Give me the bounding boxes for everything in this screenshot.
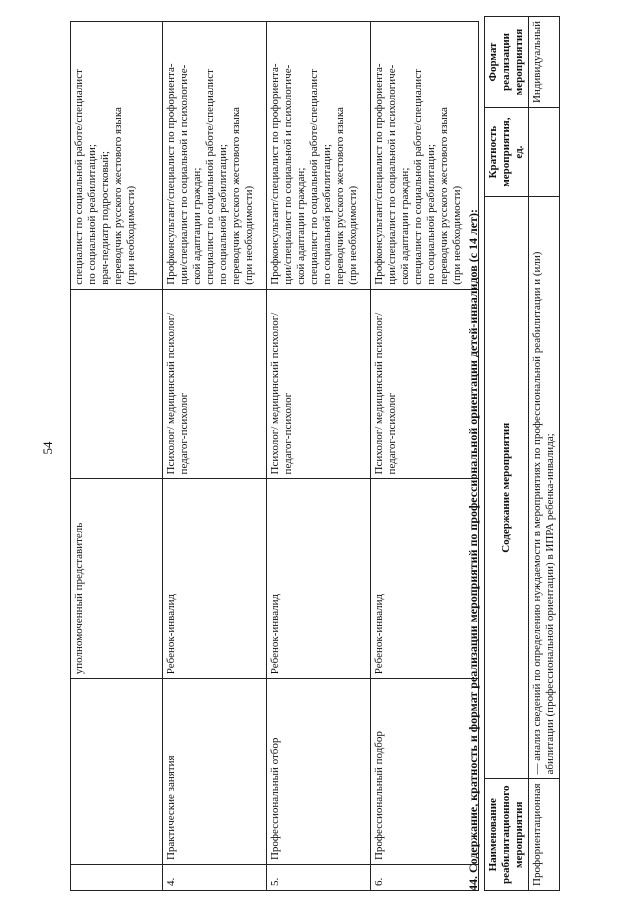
specialist-line: по социальной реабилитации; xyxy=(86,144,98,285)
specialist-line: ской адаптации граждан; xyxy=(295,167,307,285)
row-stage: Профессиональный отбор xyxy=(267,679,371,865)
specialist-line: (при необходимости) xyxy=(125,185,137,285)
specialist-line: (при необходимости) xyxy=(451,185,463,285)
row-number xyxy=(71,865,163,891)
table-row xyxy=(371,22,479,891)
header-content: Содержание мероприятия xyxy=(485,197,529,779)
row-executor: Психолог/ медицинский психолог/педагог-психолог xyxy=(371,289,479,479)
row-specialists xyxy=(267,22,371,290)
row-participant: уполномоченный представитель xyxy=(71,479,163,679)
row-specialists xyxy=(371,22,479,290)
specialist-line: специалист по социальной работе/специалист xyxy=(73,69,85,285)
header-name: Наименование реабилитационного мероприятия xyxy=(485,779,529,891)
specialist-line: специалист по социальной работе/специалист xyxy=(308,69,320,285)
row-participant: Ребенок-инвалид xyxy=(163,479,267,679)
specialist-line: ской адаптации граждан; xyxy=(399,167,411,285)
row-executor xyxy=(71,289,163,479)
row-specialists xyxy=(71,22,163,290)
row-frequency xyxy=(529,108,560,197)
row-specialists xyxy=(163,22,267,290)
specialist-line: ции/специалист по социальной и психологиче- xyxy=(386,64,398,285)
row-executor: Психолог/ медицинский психолог/педагог-психолог xyxy=(267,289,371,479)
row-number: 6. xyxy=(371,865,479,891)
specialist-line: переводчик русского жестового языка xyxy=(334,107,346,285)
specialist-line: Профконсультант/специалист по профориента- xyxy=(373,63,385,285)
specialist-line: по социальной реабилитации; xyxy=(321,144,333,285)
specialist-line: по социальной реабилитации; xyxy=(425,144,437,285)
specialist-line: ции/специалист по социальной и психологиче- xyxy=(178,64,190,285)
row-stage: Профессиональный подбор xyxy=(371,679,479,865)
specialist-line: (при необходимости) xyxy=(347,185,359,285)
specialist-line: Профконсультант/специалист по профориента- xyxy=(165,63,177,285)
row-number: 4. xyxy=(163,865,267,891)
specialists-table xyxy=(70,21,479,891)
specialist-line: переводчик русского жестового языка xyxy=(112,107,124,285)
specialists-table-body xyxy=(71,22,479,891)
specialist-line: специалист по социальной работе/специалист xyxy=(204,69,216,285)
specialist-line: ции/специалист по социальной и психологиче- xyxy=(282,64,294,285)
specialist-line: переводчик русского жестового языка xyxy=(230,107,242,285)
row-name: Профориентационная xyxy=(529,779,560,891)
row-stage: Практические занятия xyxy=(163,679,267,865)
table-row xyxy=(529,17,560,891)
specialist-line: (при необходимости) xyxy=(243,185,255,285)
row-executor: Психолог/ медицинский психолог/педагог-психолог xyxy=(163,289,267,479)
row-content: — анализ сведений по определению нуждаемости в мероприятиях по профессиональной реабилитации и (или) абилитации (профессиональной ориентации) в ИПРА ребенка-инвалида; xyxy=(529,197,560,779)
specialist-line: врач-педиатр подростковый; xyxy=(99,151,111,285)
table-row xyxy=(71,22,163,891)
specialist-line: переводчик русского жестового языка xyxy=(438,107,450,285)
orientation-table xyxy=(484,16,560,891)
row-participant: Ребенок-инвалид xyxy=(371,479,479,679)
specialist-line: ской адаптации граждан; xyxy=(191,167,203,285)
table-row xyxy=(267,22,371,891)
header-frequency: Кратность мероприятия, ед. xyxy=(485,108,529,197)
specialist-line: по социальной реабилитации; xyxy=(217,144,229,285)
row-participant: Ребенок-инвалид xyxy=(267,479,371,679)
specialist-line: Профконсультант/специалист по профориента- xyxy=(269,63,281,285)
row-stage xyxy=(71,679,163,865)
row-format: Индивидуальный xyxy=(529,17,560,108)
header-format: Формат реализации мероприятия xyxy=(485,17,529,108)
table-row xyxy=(163,22,267,891)
section-heading: 44. Содержание, кратность и формат реализации мероприятий по профессиональной ориентации детей-инвалидов (с 14 лет): xyxy=(466,209,480,891)
page-number: 54 xyxy=(40,441,55,455)
row-number: 5. xyxy=(267,865,371,891)
specialist-line: специалист по социальной работе/специалист xyxy=(412,69,424,285)
